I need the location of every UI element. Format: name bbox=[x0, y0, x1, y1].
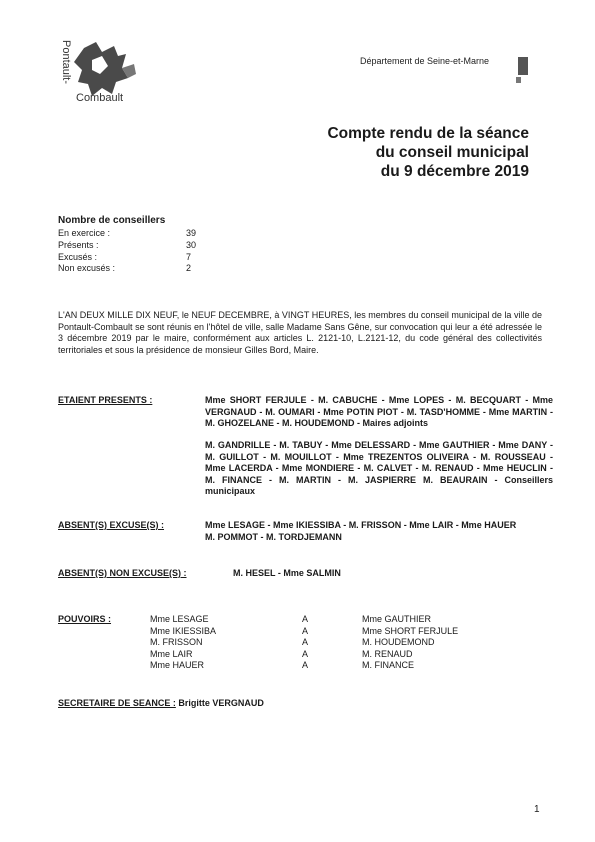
pouvoir-to: M. HOUDEMOND bbox=[362, 637, 435, 648]
pouvoir-a: A bbox=[302, 625, 309, 636]
pouvoir-from: Mme HAUER bbox=[150, 660, 205, 671]
pouvoir-to: Mme GAUTHIER bbox=[362, 614, 432, 624]
count-value: 39 bbox=[186, 228, 197, 238]
department-label: Département de Seine-et-Marne bbox=[360, 56, 490, 66]
pouvoir-from: M. FRISSON bbox=[150, 637, 203, 648]
excuses-names bbox=[205, 520, 557, 543]
count-label: Non excusés : bbox=[58, 263, 116, 274]
count-row bbox=[58, 228, 196, 240]
count-row bbox=[58, 263, 196, 275]
excuses-label: ABSENT(S) EXCUSE(S) : bbox=[58, 520, 165, 530]
title-line-3: du 9 décembre 2019 bbox=[380, 163, 529, 180]
pouvoir-from: Mme LAIR bbox=[150, 648, 193, 659]
non-excuses-label: ABSENT(S) NON EXCUSE(S) : bbox=[58, 568, 187, 578]
title-line-1: Compte rendu de la séance bbox=[327, 125, 529, 142]
count-label: Excusés : bbox=[58, 251, 98, 262]
count-value: 30 bbox=[186, 239, 197, 250]
excuses-line-1: Mme LESAGE - Mme IKIESSIBA - M. FRISSON - Mme LAIR - Mme HAUER bbox=[205, 520, 517, 530]
title-line-2: du conseil municipal bbox=[375, 144, 529, 161]
excuses-line-2: M. POMMOT - M. TORDJEMANN bbox=[205, 531, 342, 542]
logo-name: Combault bbox=[76, 92, 124, 104]
pouvoir-row bbox=[150, 649, 458, 661]
pouvoir-to: Mme SHORT FERJULE bbox=[362, 625, 459, 636]
pouvoir-to: M. RENAUD bbox=[362, 648, 413, 659]
counts-table bbox=[58, 228, 196, 275]
pouvoirs-table bbox=[150, 614, 458, 672]
presents-conseillers: M. GANDRILLE - M. TABUY - Mme DELESSARD - Mme GAUTHIER - Mme DANY - M. GUILLOT - M. MOUILLOT - Mme TREZENTOS OLIVEIRA - M. ROUSSEAU - Mme LACERDA - Mme MONDIERE - M. CALVET - M. RENAUD - Mme HEUCLIN - M. FINANCE - M. MARTIN - M. JASPIERRE M. BEAURAIN - Conseillers municipaux bbox=[205, 440, 553, 497]
count-row bbox=[58, 240, 196, 252]
non-excuses-names: M. HESEL - Mme SALMIN bbox=[233, 568, 341, 578]
pouvoir-row bbox=[150, 660, 458, 672]
page-title bbox=[327, 124, 529, 181]
presents-adjoints: Mme SHORT FERJULE - M. CABUCHE - Mme LOPES - M. BECQUART - Mme VERGNAUD - M. OUMARI - Mme POTIN PIOT - M. TASD'HOMME - Mme MARTIN - M. GHOZELANE - M. HOUDEMOND - Maires adjoints bbox=[205, 395, 553, 429]
count-row bbox=[58, 252, 196, 264]
pouvoir-from: Mme LESAGE bbox=[150, 614, 209, 624]
pouvoir-row bbox=[150, 626, 458, 638]
logo-vertical-text: Pontault- bbox=[60, 40, 72, 85]
pouvoir-a: A bbox=[302, 637, 309, 648]
page-number: 1 bbox=[534, 804, 540, 815]
scan-marks-icon bbox=[514, 55, 530, 85]
pouvoir-a: A bbox=[302, 614, 309, 624]
pouvoir-row bbox=[150, 637, 458, 649]
secretaire-label: SECRETAIRE DE SEANCE : bbox=[58, 698, 176, 708]
pouvoir-to: M. FINANCE bbox=[362, 660, 415, 671]
secretaire-line bbox=[58, 698, 264, 708]
secretaire-name: Brigitte VERGNAUD bbox=[178, 698, 264, 708]
pouvoir-a: A bbox=[302, 648, 309, 659]
pouvoir-a: A bbox=[302, 660, 309, 671]
count-value: 7 bbox=[186, 251, 192, 262]
pouvoir-from: Mme IKIESSIBA bbox=[150, 625, 217, 636]
count-label: En exercice : bbox=[58, 228, 111, 238]
pouvoirs-label: POUVOIRS : bbox=[58, 614, 112, 624]
counts-heading: Nombre de conseillers bbox=[58, 215, 166, 226]
count-value: 2 bbox=[186, 263, 192, 274]
pouvoir-row bbox=[150, 614, 458, 626]
presents-label: ETAIENT PRESENTS : bbox=[58, 395, 153, 405]
preamble-paragraph: L'AN DEUX MILLE DIX NEUF, le NEUF DECEMBRE, à VINGT HEURES, les membres du conseil municipal de la ville de Pontault-Combault se sont réunis en l'hôtel de ville, salle Madame Sans Gêne, sur convocation qui leur a été adressée le 3 décembre 2019 par le maire, conformément aux articles L. 2121-10, L.2121-12, du code général des collectivités territoriales et sous la présidence de monsieur Gilles Bord, Maire. bbox=[58, 310, 542, 355]
count-label: Présents : bbox=[58, 239, 99, 250]
